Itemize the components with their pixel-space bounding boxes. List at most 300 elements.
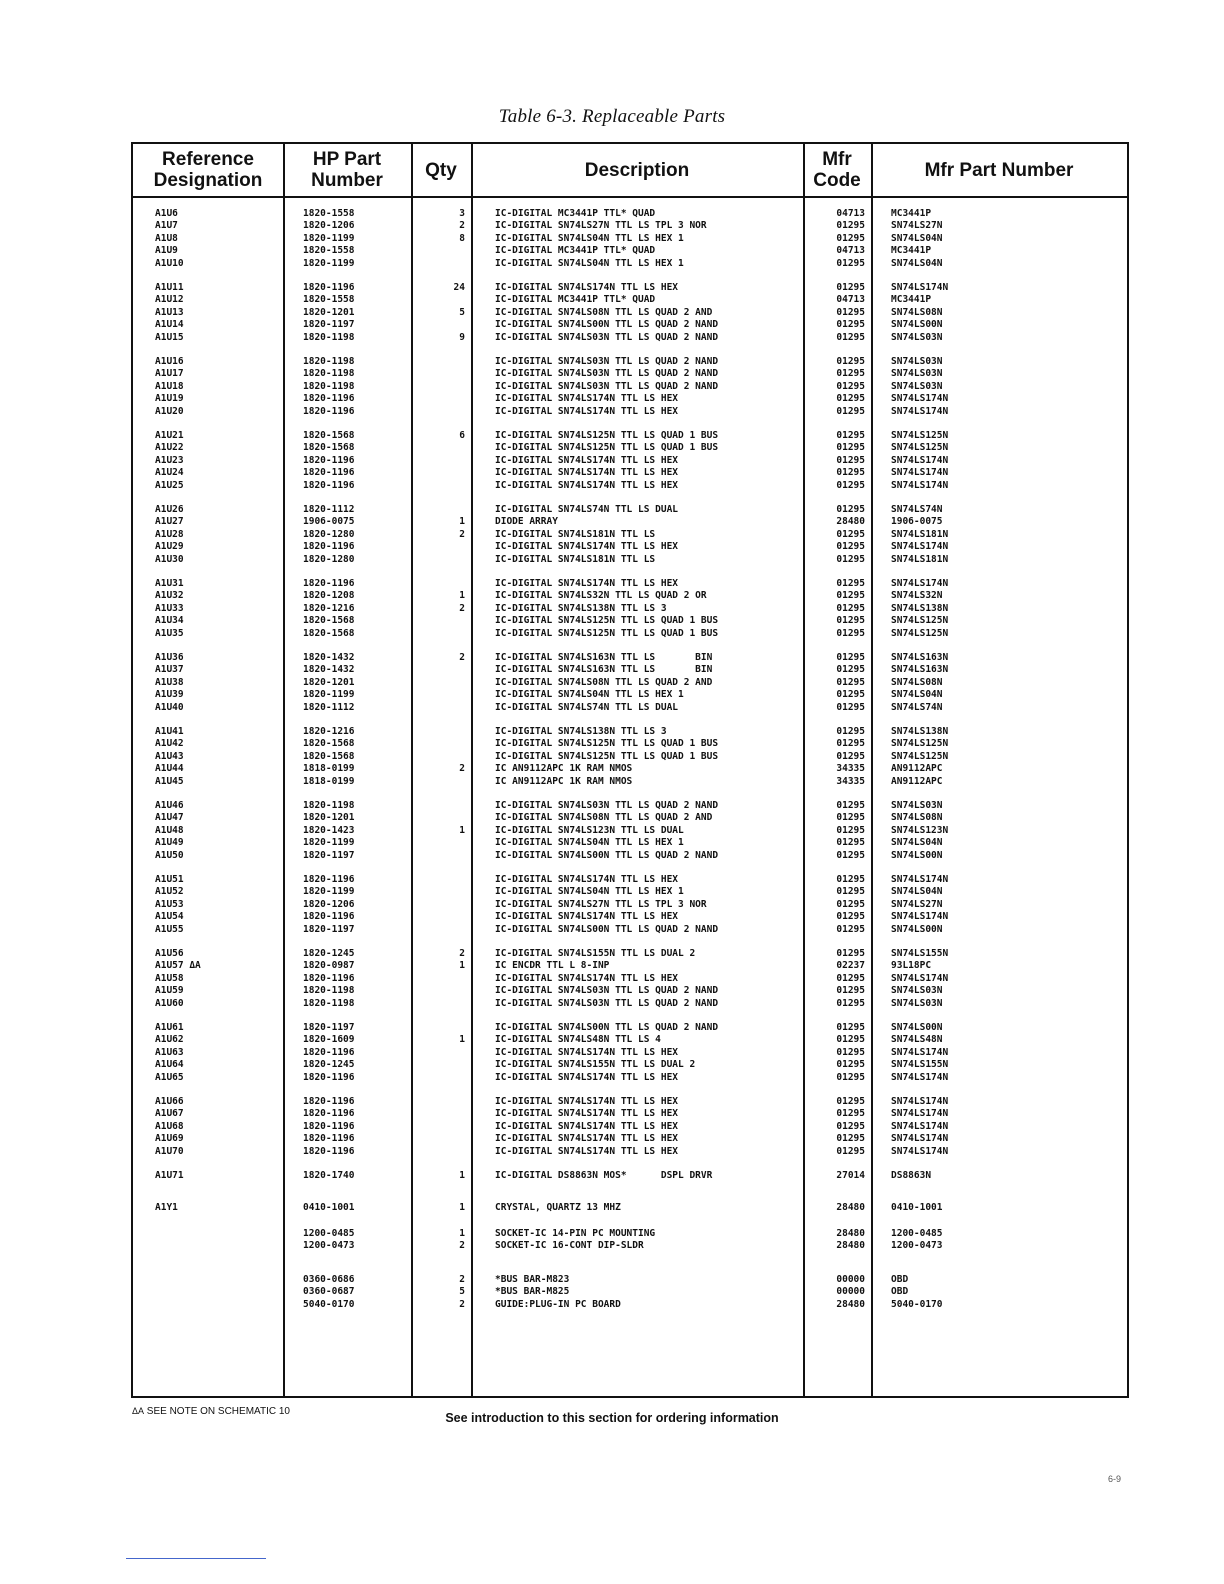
hp-part-number-cell: 1906-0075 [303,516,355,528]
page-number: 6-9 [1108,1474,1122,1484]
description-cell: IC-DIGITAL SN74LS03N TTL LS QUAD 2 NAND [495,985,719,997]
ref-designation-cell: A1U48 [155,824,184,836]
mfr-part-number-cell: SN74LS174N [891,1071,949,1083]
mfr-part-number-cell: SN74LS174N [891,541,949,553]
mfr-code-cell: 01295 [836,701,865,713]
table-row [133,1228,1127,1240]
description-cell: SOCKET-IC 16-CONT DIP-SLDR [495,1240,644,1252]
description-cell: IC-DIGITAL MC3441P TTL* QUAD [495,208,656,219]
table-row [133,825,1127,837]
table-row [133,282,1127,294]
hp-part-number-cell: 1820-1196 [303,874,355,885]
hp-part-number-cell: 1820-1568 [303,615,355,627]
description-cell: IC-DIGITAL SN74LS174N TTL LS HEX [495,282,679,293]
mfr-code-cell: 01295 [836,1022,865,1033]
hp-part-number-cell: 1820-1609 [303,1034,355,1046]
hp-part-number-cell: 1820-1197 [303,923,355,935]
hp-part-number-cell: 1820-1558 [303,208,355,219]
mfr-code-cell: 01295 [836,528,865,540]
table-row [133,763,1127,775]
ref-designation-cell: A1U16 [155,356,184,367]
table-row [133,837,1127,849]
ref-designation-cell: A1U59 [155,985,184,997]
table-row [133,1108,1127,1120]
mfr-part-number-cell: 1906-0075 [891,516,943,528]
description-cell: IC-DIGITAL SN74LS74N TTL LS DUAL [495,504,679,515]
description-cell: IC-DIGITAL SN74LS174N TTL LS HEX [495,911,679,923]
description-cell: IC-DIGITAL SN74LS125N TTL LS QUAD 1 BUS [495,615,719,627]
hp-part-number-cell: 0360-0687 [303,1286,355,1298]
header-mfr-code: Mfr Code [813,149,861,191]
hp-part-number-cell: 1820-1198 [303,331,355,343]
mfr-code-cell: 00000 [836,1286,865,1298]
mfr-part-number-cell: SN74LS174N [891,972,949,984]
ref-designation-cell: A1U28 [155,528,184,540]
table-row [133,294,1127,306]
table-row [133,480,1127,492]
delta-note-icon: ΔA [132,1406,145,1416]
mfr-code-cell: 01295 [836,405,865,417]
ref-designation-cell: A1U18 [155,380,184,392]
mfr-code-cell: 01295 [836,948,865,959]
mfr-code-cell: 01295 [836,824,865,836]
hp-part-number-cell: 1820-1197 [303,849,355,861]
description-cell: IC-DIGITAL SN74LS08N TTL LS QUAD 2 AND [495,676,713,688]
description-cell: IC-DIGITAL SN74LS04N TTL LS HEX 1 [495,837,684,849]
table-row [133,245,1127,257]
table-row [133,307,1127,319]
hp-part-number-cell: 1820-1216 [303,726,355,737]
description-cell: IC-DIGITAL SN74LS123N TTL LS DUAL [495,824,684,836]
mfr-code-cell: 34335 [836,763,865,775]
mfr-part-number-cell: SN74LS125N [891,750,949,762]
mfr-code-cell: 01295 [836,886,865,898]
mfr-part-number-cell: SN74LS174N [891,282,949,293]
description-cell: IC-DIGITAL DS8863N MOS* DSPL DRVR [495,1170,713,1181]
mfr-part-number-cell: OBD [891,1274,909,1285]
ref-designation-cell: A1Y1 [155,1202,178,1213]
ref-designation-cell: A1U39 [155,689,184,701]
qty-cell: 1 [459,824,465,836]
description-cell: IC-DIGITAL SN74LS174N TTL LS HEX [495,972,679,984]
description-cell: IC-DIGITAL SN74LS174N TTL LS HEX [495,1071,679,1083]
description-cell: IC-DIGITAL SN74LS125N TTL LS QUAD 1 BUS [495,430,719,441]
hp-part-number-cell: 1820-1216 [303,602,355,614]
description-cell: IC-DIGITAL SN74LS174N TTL LS HEX [495,405,679,417]
table-row [133,1170,1127,1182]
hp-part-number-cell: 1820-1196 [303,479,355,491]
ref-designation-cell: A1U68 [155,1120,184,1132]
hp-part-number-cell: 1818-0199 [303,763,355,775]
hp-part-number-cell: 1820-1280 [303,553,355,565]
description-cell: IC-DIGITAL SN74LS174N TTL LS HEX [495,1096,679,1107]
hp-part-number-cell: 1820-1432 [303,652,355,663]
table-row [133,1202,1127,1214]
mfr-code-cell: 01295 [836,368,865,380]
hp-part-number-cell: 1200-0473 [303,1240,355,1252]
mfr-code-cell: 01295 [836,1046,865,1058]
ref-designation-cell: A1U67 [155,1108,184,1120]
qty-cell: 1 [459,590,465,602]
mfr-part-number-cell: SN74LS174N [891,1046,949,1058]
description-cell: IC-DIGITAL SN74LS155N TTL LS DUAL 2 [495,948,696,959]
description-cell: IC-DIGITAL SN74LS174N TTL LS HEX [495,454,679,466]
hp-part-number-cell: 1820-1196 [303,454,355,466]
description-cell: IC-DIGITAL SN74LS08N TTL LS QUAD 2 AND [495,306,713,318]
table-row [133,442,1127,454]
hp-part-number-cell: 1820-1196 [303,911,355,923]
ref-designation-cell: A1U43 [155,750,184,762]
hp-part-number-cell: 1820-1568 [303,738,355,750]
mfr-code-cell: 01295 [836,812,865,824]
description-cell: IC AN9112APC 1K RAM NMOS [495,763,633,775]
mfr-code-cell: 01295 [836,578,865,589]
mfr-part-number-cell: 0410-1001 [891,1202,943,1213]
ref-designation-cell: A1U8 [155,232,178,244]
mfr-part-number-cell: SN74LS03N [891,356,943,367]
table-row [133,998,1127,1010]
table-row [133,455,1127,467]
hp-part-number-cell: 1820-1198 [303,356,355,367]
mfr-part-number-cell: SN74LS04N [891,886,943,898]
hp-part-number-cell: 1820-1206 [303,898,355,910]
hp-part-number-cell: 1820-1196 [303,393,355,405]
qty-cell: 1 [459,516,465,528]
table-row [133,689,1127,701]
ref-designation-cell: A1U23 [155,454,184,466]
table-row [133,1146,1127,1158]
table-row [133,516,1127,528]
qty-cell: 3 [459,208,465,219]
table-row [133,356,1127,368]
mfr-part-number-cell: SN74LS04N [891,689,943,701]
ref-designation-cell: A1U31 [155,578,184,589]
hp-part-number-cell: 1820-1558 [303,245,355,257]
description-cell: IC-DIGITAL SN74LS04N TTL LS HEX 1 [495,886,684,898]
mfr-code-cell: 01295 [836,985,865,997]
hp-part-number-cell: 1820-1196 [303,1108,355,1120]
hp-part-number-cell: 1820-1199 [303,689,355,701]
description-cell: IC-DIGITAL SN74LS00N TTL LS QUAD 2 NAND [495,923,719,935]
table-row [133,812,1127,824]
description-cell: IC-DIGITAL SN74LS155N TTL LS DUAL 2 [495,1059,696,1071]
mfr-part-number-cell: SN74LS163N [891,664,949,676]
mfr-part-number-cell: SN74LS03N [891,331,943,343]
mfr-code-cell: 01295 [836,467,865,479]
mfr-code-cell: 01295 [836,590,865,602]
mfr-part-number-cell: 1200-0485 [891,1228,943,1239]
mfr-code-cell: 01295 [836,282,865,293]
ref-designation-cell: A1U36 [155,652,184,663]
description-cell: IC-DIGITAL SN74LS04N TTL LS HEX 1 [495,257,684,269]
mfr-part-number-cell: SN74LS174N [891,405,949,417]
hp-part-number-cell: 1820-1201 [303,306,355,318]
ref-designation-cell: A1U63 [155,1046,184,1058]
qty-cell: 2 [459,1274,465,1285]
mfr-code-cell: 01295 [836,1108,865,1120]
mfr-code-cell: 01295 [836,541,865,553]
ref-designation-cell: A1U12 [155,294,184,306]
mfr-part-number-cell: SN74LS174N [891,1120,949,1132]
description-cell: IC-DIGITAL MC3441P TTL* QUAD [495,294,656,306]
ref-designation-cell: A1U32 [155,590,184,602]
hp-part-number-cell: 1820-1196 [303,578,355,589]
mfr-part-number-cell: SN74LS174N [891,454,949,466]
header-hp-part-number: HP Part Number [311,149,383,191]
table-row [133,368,1127,380]
description-cell: IC-DIGITAL MC3441P TTL* QUAD [495,245,656,257]
mfr-part-number-cell: SN74LS74N [891,504,943,515]
mfr-code-cell: 34335 [836,775,865,787]
table-row [133,1286,1127,1298]
hp-part-number-cell: 1820-1196 [303,1046,355,1058]
hp-part-number-cell: 1820-1201 [303,812,355,824]
table-row [133,702,1127,714]
qty-cell: 2 [459,1298,465,1310]
ref-designation-cell: A1U38 [155,676,184,688]
mfr-part-number-cell: SN74LS04N [891,837,943,849]
table-row [133,1274,1127,1286]
header-mfr-part-number: Mfr Part Number [924,159,1074,181]
table-row [133,628,1127,640]
description-cell: IC-DIGITAL SN74LS00N TTL LS QUAD 2 NAND [495,1022,719,1033]
hp-part-number-cell: 1820-1280 [303,528,355,540]
mfr-code-cell: 01295 [836,615,865,627]
description-cell: IC-DIGITAL SN74LS08N TTL LS QUAD 2 AND [495,812,713,824]
description-cell: SOCKET-IC 14-PIN PC MOUNTING [495,1228,656,1239]
ref-designation-cell: A1U54 [155,911,184,923]
hp-part-number-cell: 1820-1740 [303,1170,355,1181]
mfr-code-cell: 01295 [836,874,865,885]
ref-designation-cell: A1U49 [155,837,184,849]
qty-cell: 24 [453,282,465,293]
mfr-code-cell: 28480 [836,1240,865,1252]
table-row [133,554,1127,566]
mfr-code-cell: 01295 [836,553,865,565]
ref-designation-cell: A1U62 [155,1034,184,1046]
description-cell: IC-DIGITAL SN74LS138N TTL LS 3 [495,726,667,737]
description-cell: IC-DIGITAL SN74LS174N TTL LS HEX [495,1133,679,1145]
hp-part-number-cell: 1820-1196 [303,1071,355,1083]
mfr-part-number-cell: SN74LS00N [891,923,943,935]
mfr-code-cell: 01295 [836,479,865,491]
description-cell: IC-DIGITAL SN74LS125N TTL LS QUAD 1 BUS [495,627,719,639]
table-row [133,948,1127,960]
table-row [133,677,1127,689]
description-cell: IC-DIGITAL SN74LS125N TTL LS QUAD 1 BUS [495,750,719,762]
mfr-part-number-cell: 5040-0170 [891,1298,943,1310]
table-row [133,529,1127,541]
mfr-part-number-cell: SN74LS125N [891,430,949,441]
mfr-code-cell: 01295 [836,837,865,849]
table-row [133,1022,1127,1034]
table-row [133,1240,1127,1252]
mfr-part-number-cell: SN74LS48N [891,1034,943,1046]
description-cell: IC-DIGITAL SN74LS48N TTL LS 4 [495,1034,661,1046]
qty-cell: 2 [459,528,465,540]
ref-designation-cell: A1U53 [155,898,184,910]
ref-designation-cell: A1U66 [155,1096,184,1107]
ref-designation-cell: A1U15 [155,331,184,343]
hp-part-number-cell: 1820-1199 [303,886,355,898]
table-row [133,960,1127,972]
table-row [133,751,1127,763]
hp-part-number-cell: 1820-1423 [303,824,355,836]
hp-part-number-cell: 1820-1197 [303,1022,355,1033]
mfr-code-cell: 01295 [836,504,865,515]
qty-cell: 1 [459,1228,465,1239]
mfr-part-number-cell: SN74LS181N [891,553,949,565]
hp-part-number-cell: 1820-1558 [303,294,355,306]
description-cell: IC ENCDR TTL L 8-INP [495,960,610,972]
description-cell: *BUS BAR-M825 [495,1286,570,1298]
hp-part-number-cell: 1820-1208 [303,590,355,602]
qty-cell: 1 [459,1170,465,1181]
mfr-part-number-cell: MC3441P [891,208,932,219]
mfr-code-cell: 04713 [836,294,865,306]
mfr-part-number-cell: SN74LS174N [891,578,949,589]
mfr-code-cell: 01295 [836,997,865,1009]
description-cell: IC-DIGITAL SN74LS04N TTL LS HEX 1 [495,232,684,244]
ref-designation-cell: A1U71 [155,1170,184,1181]
mfr-part-number-cell: SN74LS174N [891,1133,949,1145]
description-cell: IC-DIGITAL SN74LS04N TTL LS HEX 1 [495,689,684,701]
ref-designation-cell: A1U7 [155,220,178,232]
mfr-part-number-cell: SN74LS03N [891,985,943,997]
mfr-part-number-cell: 1200-0473 [891,1240,943,1252]
hp-part-number-cell: 1820-1196 [303,467,355,479]
description-cell: IC-DIGITAL SN74LS174N TTL LS HEX [495,874,679,885]
description-cell: IC-DIGITAL SN74LS163N TTL LS BIN [495,664,713,676]
mfr-code-cell: 01295 [836,257,865,269]
ref-designation-cell: A1U51 [155,874,184,885]
mfr-code-cell: 01295 [836,627,865,639]
mfr-code-cell: 01295 [836,331,865,343]
table-row [133,850,1127,862]
qty-cell: 5 [459,306,465,318]
qty-cell: 2 [459,602,465,614]
qty-cell: 2 [459,652,465,663]
mfr-code-cell: 01295 [836,849,865,861]
mfr-code-cell: 04713 [836,208,865,219]
ref-designation-cell: A1U44 [155,763,184,775]
description-cell: IC-DIGITAL SN74LS32N TTL LS QUAD 2 OR [495,590,707,602]
table-row [133,886,1127,898]
hp-part-number-cell: 1820-1112 [303,701,355,713]
mfr-part-number-cell: SN74LS125N [891,442,949,454]
table-row [133,319,1127,331]
mfr-code-cell: 02237 [836,960,865,972]
mfr-code-cell: 01295 [836,1133,865,1145]
ref-designation-cell: A1U29 [155,541,184,553]
mfr-part-number-cell: 93L18PC [891,960,932,972]
qty-cell: 9 [459,331,465,343]
ref-designation-cell: A1U41 [155,726,184,737]
description-cell: IC-DIGITAL SN74LS03N TTL LS QUAD 2 NAND [495,380,719,392]
hp-part-number-cell: 1200-0485 [303,1228,355,1239]
table-row [133,726,1127,738]
hp-part-number-cell: 1820-1196 [303,405,355,417]
table-row [133,504,1127,516]
hp-part-number-cell: 1820-0987 [303,960,355,972]
ref-designation-cell: A1U40 [155,701,184,713]
mfr-part-number-cell: AN9112APC [891,775,943,787]
description-cell: IC-DIGITAL SN74LS03N TTL LS QUAD 2 NAND [495,800,719,811]
mfr-part-number-cell: SN74LS04N [891,232,943,244]
ref-designation-cell: A1U35 [155,627,184,639]
ref-designation-cell: A1U19 [155,393,184,405]
bottom-rule [126,1558,266,1559]
hp-part-number-cell: 1820-1245 [303,948,355,959]
mfr-part-number-cell: SN74LS27N [891,220,943,232]
header-description: Description [584,159,690,181]
hp-part-number-cell: 1820-1199 [303,232,355,244]
mfr-part-number-cell: SN74LS04N [891,257,943,269]
table-row [133,800,1127,812]
ref-designation-cell: A1U56 [155,948,184,959]
mfr-code-cell: 01295 [836,1059,865,1071]
table-row [133,776,1127,788]
mfr-code-cell: 01295 [836,1096,865,1107]
description-cell: IC-DIGITAL SN74LS138N TTL LS 3 [495,602,667,614]
mfr-code-cell: 00000 [836,1274,865,1285]
mfr-code-cell: 01295 [836,1071,865,1083]
mfr-part-number-cell: SN74LS32N [891,590,943,602]
ref-designation-cell: A1U52 [155,886,184,898]
footnote-text: SEE NOTE ON SCHEMATIC 10 [146,1406,290,1417]
table-row [133,1121,1127,1133]
description-cell: IC-DIGITAL SN74LS27N TTL LS TPL 3 NOR [495,220,707,232]
description-cell: IC AN9112APC 1K RAM NMOS [495,775,633,787]
description-cell: IC-DIGITAL SN74LS174N TTL LS HEX [495,393,679,405]
hp-part-number-cell: 1820-1196 [303,282,355,293]
table-row [133,332,1127,344]
mfr-code-cell: 01295 [836,726,865,737]
ref-designation-cell: A1U17 [155,368,184,380]
mfr-code-cell: 01295 [836,800,865,811]
mfr-code-cell: 01295 [836,911,865,923]
mfr-part-number-cell: SN74LS03N [891,368,943,380]
qty-cell: 8 [459,232,465,244]
ref-designation-cell: A1U46 [155,800,184,811]
table-row [133,924,1127,936]
parts-table [131,142,1129,1398]
table-title: Table 6-3. Replaceable Parts [498,106,726,127]
ref-designation-cell: A1U42 [155,738,184,750]
ref-designation-cell: A1U22 [155,442,184,454]
hp-part-number-cell: 1820-1568 [303,430,355,441]
description-cell: IC-DIGITAL SN74LS00N TTL LS QUAD 2 NAND [495,849,719,861]
ref-designation-cell: A1U55 [155,923,184,935]
mfr-part-number-cell: SN74LS00N [891,849,943,861]
description-cell: IC-DIGITAL SN74LS125N TTL LS QUAD 1 BUS [495,738,719,750]
ref-designation-cell: A1U37 [155,664,184,676]
ref-designation-cell: A1U70 [155,1145,184,1157]
mfr-part-number-cell: SN74LS174N [891,393,949,405]
mfr-code-cell: 01295 [836,454,865,466]
mfr-part-number-cell: SN74LS174N [891,1108,949,1120]
mfr-code-cell: 01295 [836,972,865,984]
mfr-code-cell: 01295 [836,898,865,910]
mfr-part-number-cell: SN74LS08N [891,812,943,824]
table-row [133,258,1127,270]
mfr-part-number-cell: SN74LS163N [891,652,949,663]
table-row [133,874,1127,886]
mfr-code-cell: 28480 [836,1202,865,1213]
ref-designation-cell: A1U58 [155,972,184,984]
hp-part-number-cell: 1820-1196 [303,541,355,553]
ref-designation-cell: A1U9 [155,245,178,257]
